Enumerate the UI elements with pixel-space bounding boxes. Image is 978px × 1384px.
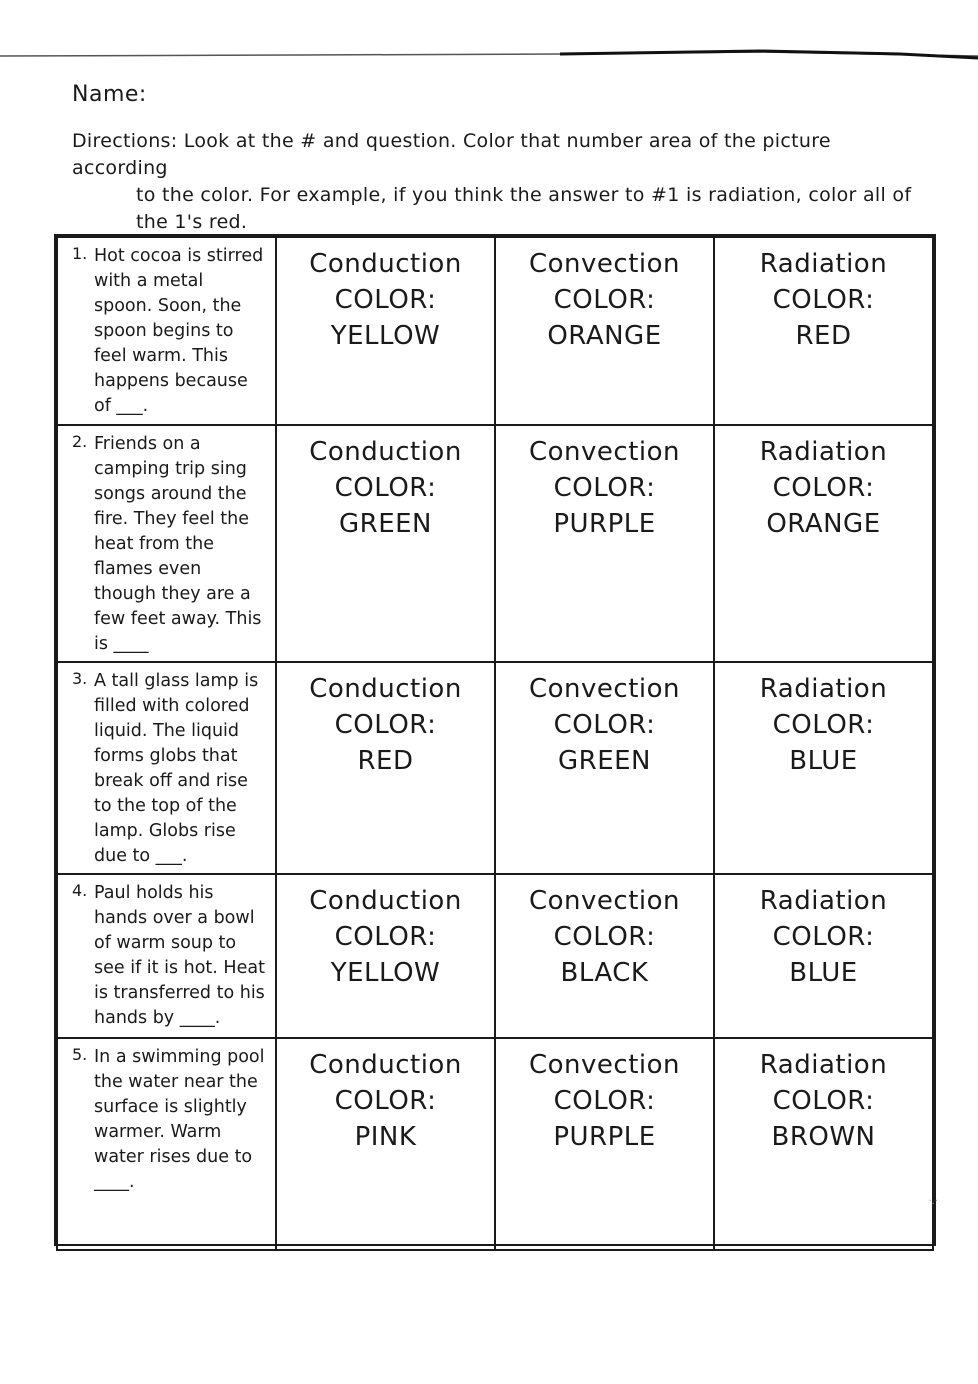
color-label: COLOR: — [553, 285, 656, 315]
color-label: COLOR: — [334, 1086, 437, 1116]
answer-cell-conduction[interactable] — [276, 237, 495, 425]
answer-label: Radiation — [759, 249, 888, 279]
question-text: In a swimming pool the water near the surface is slightly warmer. Warm water rises due to ____. — [94, 1047, 265, 1192]
question-text: Hot cocoa is stirred with a metal spoon. Soon, the spoon begins to feel warm. This happens because of ___. — [94, 246, 264, 416]
question-cell — [57, 425, 276, 662]
question-number: 4. — [72, 881, 88, 900]
answer-cell-conduction[interactable] — [276, 662, 495, 874]
answer-cell-conduction[interactable] — [276, 1038, 495, 1250]
answer-label: Radiation — [759, 674, 888, 704]
answer-label: Conduction — [309, 674, 462, 704]
answer-cell-radiation[interactable] — [714, 874, 933, 1038]
answer-cell-radiation[interactable] — [714, 237, 933, 425]
answer-cell-radiation[interactable] — [714, 425, 933, 662]
color-name: BLUE — [789, 746, 858, 776]
question-text: Paul holds his hands over a bowl of warm soup to see if it is hot. Heat is transferred to his hands by ____. — [94, 883, 265, 1028]
answer-label: Radiation — [759, 437, 888, 467]
color-name: PURPLE — [553, 1122, 656, 1152]
color-label: COLOR: — [772, 473, 875, 503]
color-label: COLOR: — [334, 285, 437, 315]
question-number: 2. — [72, 432, 88, 451]
question-number: 5. — [72, 1045, 88, 1064]
answer-cell-conduction[interactable] — [276, 425, 495, 662]
question-row-4 — [57, 874, 933, 1038]
question-cell — [57, 1038, 276, 1250]
color-name: YELLOW — [330, 958, 441, 988]
directions-text — [72, 128, 922, 236]
question-row-3 — [57, 662, 933, 874]
color-name: PINK — [354, 1122, 417, 1152]
answer-label: Convection — [528, 674, 681, 704]
color-label: COLOR: — [772, 285, 875, 315]
scan-top-edge-line — [0, 46, 978, 68]
directions-continued: to the color. For example, if you think the answer to #1 is radiation, color all of the 1's red. — [136, 184, 912, 233]
question-number: 1. — [72, 244, 88, 263]
color-name: BLACK — [560, 958, 649, 988]
answer-cell-convection[interactable] — [495, 662, 714, 874]
question-text: Friends on a camping trip sing songs around the fire. They feel the heat from the flames even though they are a few feet away. This is ____ — [94, 434, 262, 654]
scan-speck: ·.· — [928, 1196, 938, 1207]
answer-label: Convection — [528, 1050, 681, 1080]
color-name: GREEN — [557, 746, 652, 776]
answer-cell-radiation[interactable] — [714, 1038, 933, 1250]
answer-label: Conduction — [309, 249, 462, 279]
color-name: BLUE — [789, 958, 858, 988]
question-cell — [57, 874, 276, 1038]
color-name: RED — [795, 321, 852, 351]
color-name: YELLOW — [330, 321, 441, 351]
color-label: COLOR: — [334, 922, 437, 952]
answer-cell-radiation[interactable] — [714, 662, 933, 874]
answer-label: Convection — [528, 886, 681, 916]
answer-label: Conduction — [309, 1050, 462, 1080]
color-label: COLOR: — [553, 710, 656, 740]
question-grid — [56, 236, 934, 1251]
name-label: Name: — [72, 82, 147, 107]
question-row-5 — [57, 1038, 933, 1250]
question-text: A tall glass lamp is filled with colored liquid. The liquid forms globs that break off and rise to the top of the lamp. Globs rise due to ___. — [94, 671, 259, 866]
answer-label: Convection — [528, 249, 681, 279]
color-label: COLOR: — [772, 922, 875, 952]
color-label: COLOR: — [772, 710, 875, 740]
color-name: GREEN — [338, 509, 433, 539]
worksheet-table — [54, 234, 936, 1246]
color-name: BROWN — [771, 1122, 876, 1152]
color-name: ORANGE — [547, 321, 662, 351]
answer-cell-convection[interactable] — [495, 237, 714, 425]
color-label: COLOR: — [553, 473, 656, 503]
question-row-2 — [57, 425, 933, 662]
answer-cell-convection[interactable] — [495, 874, 714, 1038]
color-label: COLOR: — [772, 1086, 875, 1116]
question-cell — [57, 662, 276, 874]
color-label: COLOR: — [334, 710, 437, 740]
answer-label: Conduction — [309, 886, 462, 916]
answer-cell-convection[interactable] — [495, 425, 714, 662]
question-row-1 — [57, 237, 933, 425]
color-label: COLOR: — [334, 473, 437, 503]
answer-label: Convection — [528, 437, 681, 467]
question-cell — [57, 237, 276, 425]
color-name: RED — [357, 746, 414, 776]
answer-cell-conduction[interactable] — [276, 874, 495, 1038]
question-number: 3. — [72, 669, 88, 688]
answer-cell-convection[interactable] — [495, 1038, 714, 1250]
answer-label: Radiation — [759, 886, 888, 916]
color-label: COLOR: — [553, 1086, 656, 1116]
color-label: COLOR: — [553, 922, 656, 952]
answer-label: Radiation — [759, 1050, 888, 1080]
answer-label: Conduction — [309, 437, 462, 467]
color-name: PURPLE — [553, 509, 656, 539]
directions-first-line: Directions: Look at the # and question. Color that number area of the picture according — [72, 130, 831, 179]
color-name: ORANGE — [766, 509, 881, 539]
